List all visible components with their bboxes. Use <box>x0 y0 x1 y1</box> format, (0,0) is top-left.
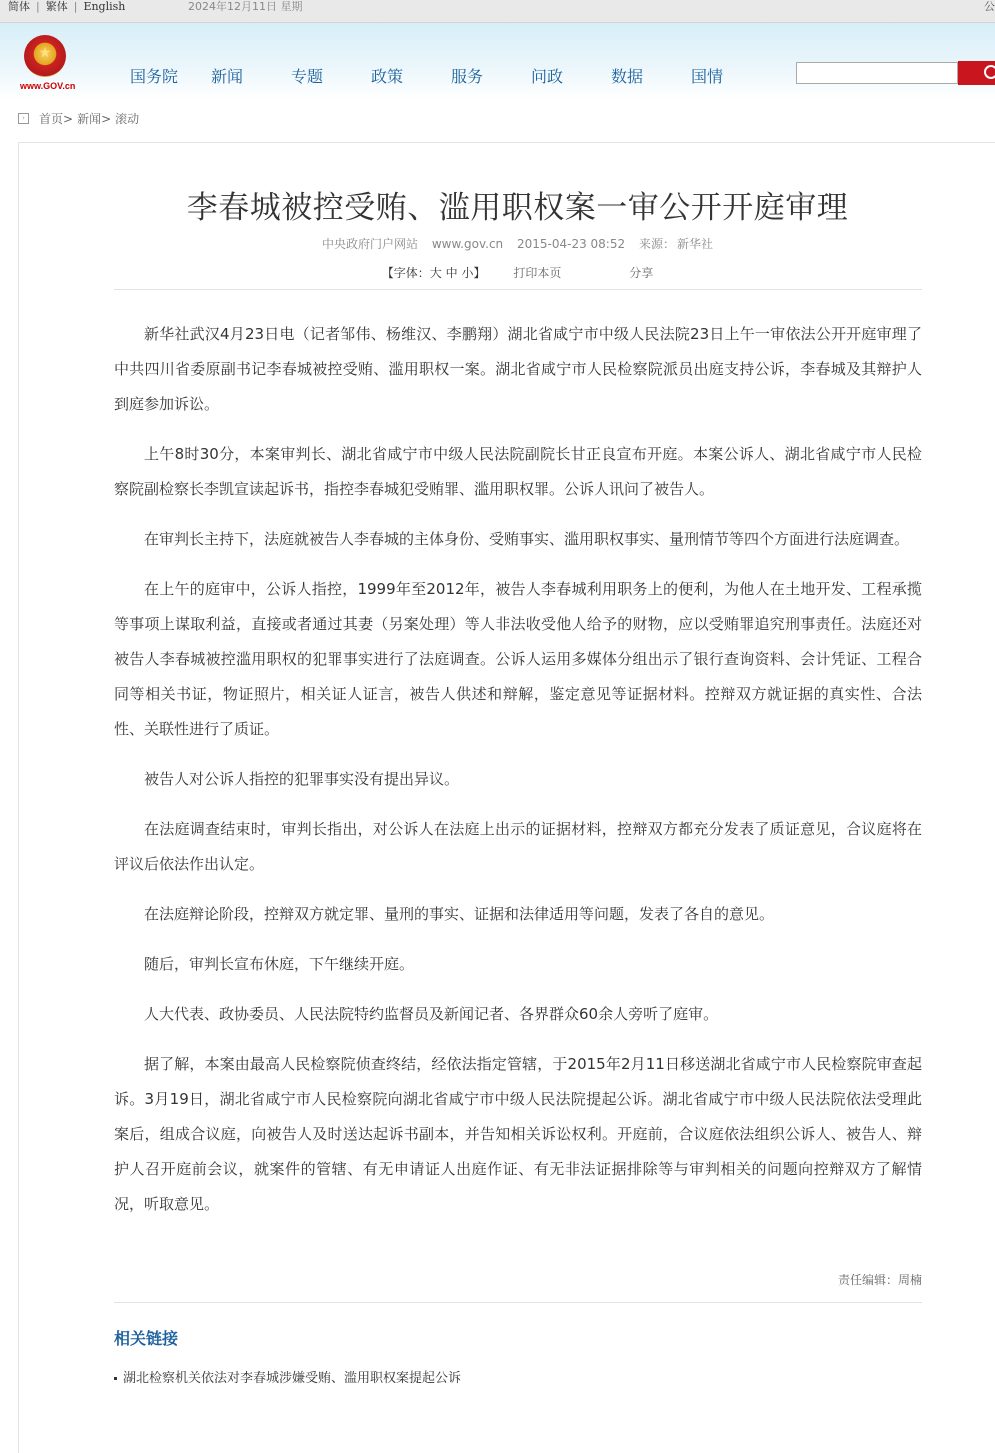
main-nav <box>130 64 751 87</box>
divider <box>114 289 922 290</box>
nav-item-state-council[interactable]: 国务院 <box>130 67 179 86</box>
star-icon: ★ <box>38 45 52 61</box>
nav-item-policy[interactable]: 政策 <box>371 67 404 86</box>
bullet-icon <box>114 1377 117 1380</box>
nav-item-inquiry[interactable]: 问政 <box>531 67 564 86</box>
article-paragraph: 在审判长主持下，法庭就被告人李春城的主体身份、受贿事实、滥用职权事实、量刑情节等四个方面进行法庭调查。 <box>144 530 910 548</box>
current-date: 2024年12月11日 星期 <box>188 0 303 13</box>
share-button[interactable]: 分享 <box>629 266 654 280</box>
meta-domain: www.gov.cn <box>431 237 504 251</box>
article-paragraph: 人大代表、政协委员、人民法院特约监督员及新闻记者、各界群众60余人旁听了庭审。 <box>144 1005 719 1023</box>
meta-datetime: 2015-04-23 08:52 <box>516 237 626 251</box>
search-icon <box>984 65 995 79</box>
meta-source: 新华社 <box>676 237 713 251</box>
language-switcher <box>8 0 125 14</box>
article-paragraph: 新华社武汉4月23日电（记者邹伟、杨维汉、李鹏翔）湖北省咸宁市中级人民法院23日上午一审依法公开开庭审理了中共四川省委原副书记李春城被控受贿、滥用职权一案。湖北省咸宁市人民检察院派员出庭支持公诉，李春城及其辩护人到庭参加诉讼。 <box>114 325 922 413</box>
meta-source-label: 来源： <box>638 237 675 251</box>
site-header <box>0 23 995 100</box>
lang-simplified-link[interactable]: 简体 <box>8 0 30 13</box>
breadcrumb-arrow-icon: › <box>18 113 29 124</box>
responsible-editor <box>114 1271 922 1288</box>
related-link[interactable] <box>114 1367 461 1386</box>
nav-item-services[interactable]: 服务 <box>451 67 484 86</box>
breadcrumb-rolling[interactable]: 滚动 <box>115 112 140 126</box>
related-links-heading: 相关链接 <box>114 1329 179 1348</box>
font-size-control: 【字体：大 中 小】 <box>381 266 486 280</box>
article-paragraph: 在法庭调查结束时，审判长指出，对公诉人在法庭上出示的证据材料，控辩双方都充分发表了质证意见，合议庭将在评议后依法作出认定。 <box>114 820 922 873</box>
related-link-text[interactable]: 湖北检察机关依法对李春城涉嫌受贿、滥用职权案提起公诉 <box>123 1371 462 1386</box>
divider <box>114 1302 922 1303</box>
breadcrumb-separator: > <box>63 111 74 126</box>
top-right-link[interactable]: 公 <box>984 0 995 13</box>
breadcrumb <box>18 110 139 127</box>
top-bar <box>0 0 995 23</box>
article-meta <box>0 235 995 252</box>
breadcrumb-separator: > <box>101 111 112 126</box>
divider: | <box>36 0 40 13</box>
print-button[interactable]: 打印本页 <box>513 266 562 280</box>
article-title: 李春城被控受贿、滥用职权案一审公开开庭审理 <box>186 190 849 226</box>
meta-source-site: 中央政府门户网站 <box>322 237 419 251</box>
article-tools <box>0 264 995 281</box>
lang-traditional-link[interactable]: 繁体 <box>45 0 68 13</box>
article-paragraph: 随后，审判长宣布休庭，下午继续开庭。 <box>144 955 415 973</box>
divider: | <box>73 0 78 13</box>
breadcrumb-news[interactable]: 新闻 <box>77 112 102 126</box>
search-button[interactable] <box>958 61 995 85</box>
article-paragraph: 上午8时30分，本案审判长、湖北省咸宁市中级人民法院副院长甘正良宣布开庭。本案公诉人、湖北省咸宁市人民检察院副检察长李凯宣读起诉书，指控李春城犯受贿罪、滥用职权罪。公诉人讯问了被告人。 <box>114 445 922 498</box>
lang-english-link[interactable]: English <box>83 0 126 13</box>
article-paragraph: 据了解，本案由最高人民检察院侦查终结，经依法指定管辖，于2015年2月11日移送湖北省咸宁市人民检察院审查起诉。3月19日，湖北省咸宁市人民检察院向湖北省咸宁市中级人民法院提起公诉。湖北省咸宁市中级人民法院依法受理此案后，组成合议庭，向被告人及时送达起诉书副本，并告知相关诉讼权利。开庭前，合议庭依法组织公诉人、被告人、辩护人召开庭前会议，就案件的管辖、有无申请证人出庭作证、有无非法证据排除等与审判相关的问题向控辩双方了解情况，听取意见。 <box>114 1055 922 1213</box>
nav-item-news[interactable]: 新闻 <box>211 67 244 86</box>
font-small-button[interactable]: 小 <box>461 266 474 280</box>
search-input[interactable] <box>796 62 958 84</box>
editor-name: 周楠 <box>897 1273 922 1287</box>
nav-item-data[interactable]: 数据 <box>611 67 644 86</box>
nav-item-national-info[interactable]: 国情 <box>691 67 724 86</box>
font-large-button[interactable]: 大 <box>429 266 442 280</box>
article-body <box>114 317 922 1237</box>
site-logo-text[interactable]: www.GOV.cn <box>20 81 76 91</box>
article-paragraph: 被告人对公诉人指控的犯罪事实没有提出异议。 <box>144 770 460 788</box>
article-paragraph: 在上午的庭审中，公诉人指控，1999年至2012年，被告人李春城利用职务上的便利，为他人在土地开发、工程承揽等事项上谋取利益，直接或者通过其妻（另案处理）等人非法收受他人给予的财物，应以受贿罪追究刑事责任。法庭还对被告人李春城被控滥用职权的犯罪事实进行了法庭调查。公诉人运用多媒体分组出示了银行查询资料、会计凭证、工程合同等相关书证，物证照片，相关证人证言，被告人供述和辩解，鉴定意见等证据材料。控辩双方就证据的真实性、合法性、关联性进行了质证。 <box>114 580 922 738</box>
editor-label: 责任编辑： <box>837 1273 898 1287</box>
article-paragraph: 在法庭辩论阶段，控辩双方就定罪、量刑的事实、证据和法律适用等问题，发表了各自的意见。 <box>144 905 775 923</box>
nav-item-topics[interactable]: 专题 <box>291 67 324 86</box>
breadcrumb-home[interactable]: 首页 <box>39 112 64 126</box>
font-medium-button[interactable]: 中 <box>445 266 458 280</box>
